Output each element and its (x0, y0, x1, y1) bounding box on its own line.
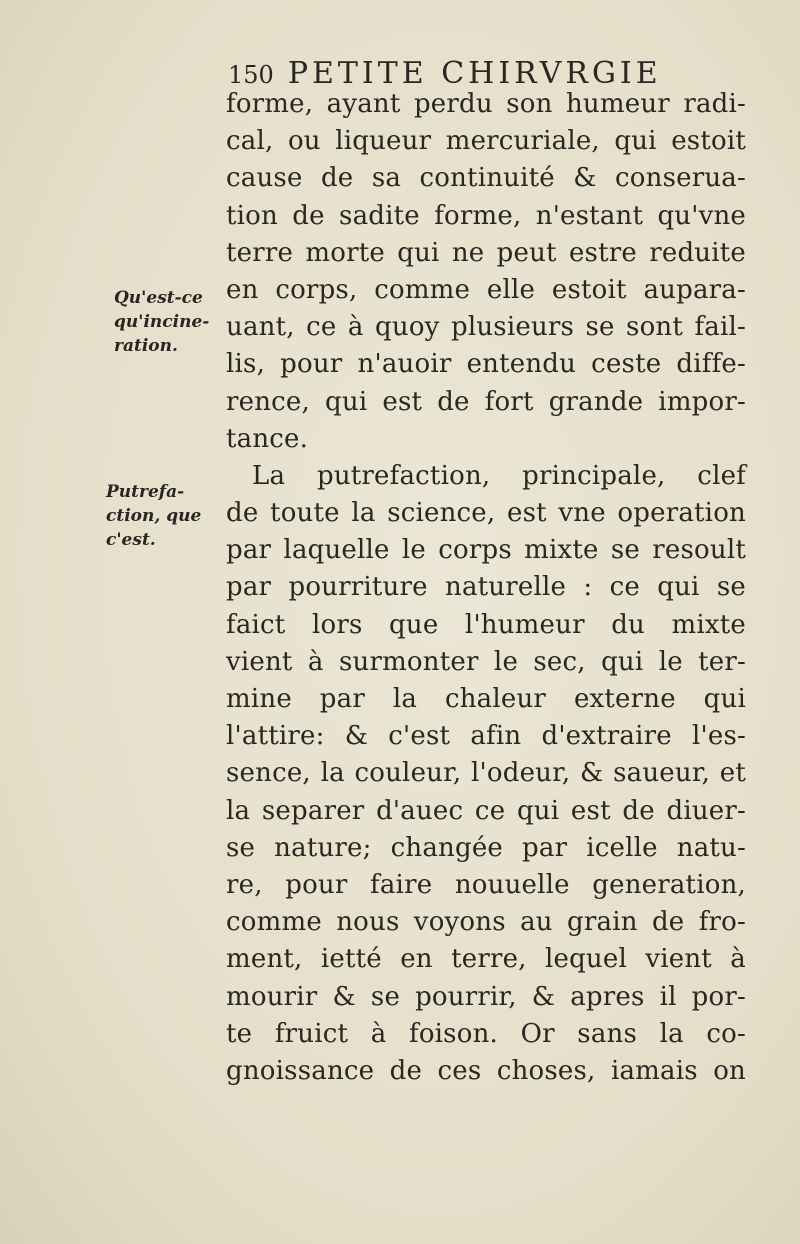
margin-note-line: c'est. (106, 530, 156, 550)
running-title: PETITE CHIRVRGIE (287, 56, 662, 91)
body-text (226, 86, 746, 1090)
text-line: mine par la chaleur externe qui (226, 684, 746, 714)
text-line: te fruict à foison. Or sans la co- (226, 1018, 746, 1049)
paragraph-start-line: La putrefaction, principale, clef (252, 460, 746, 491)
text-line: cause de sa continuité & conserua- (226, 163, 746, 194)
text-line: en corps, comme elle estoit aupara- (226, 274, 746, 305)
text-line: la separer d'auec ce qui est de diuer- (226, 795, 746, 826)
text-line: par pourriture naturelle : ce qui se (226, 572, 746, 603)
text-line: vient à surmonter le sec, qui le ter- (226, 646, 746, 677)
margin-note-incineration (114, 286, 209, 358)
margin-note-putrefaction (106, 480, 201, 552)
text-line: l'attire: & c'est afin d'extraire l'es- (226, 721, 746, 752)
text-line: rence, qui est de fort grande impor- (226, 386, 746, 417)
text-line: faict lors que l'humeur du mixte (226, 609, 746, 640)
margin-note-line: ction, que (106, 506, 202, 526)
text-line: mourir & se pourrir, & apres il por- (226, 981, 746, 1012)
margin-note-line: ration. (114, 336, 178, 356)
text-line: uant, ce à quoy plusieurs se sont fail- (226, 312, 746, 343)
text-line: gnoissance de ces choses, iamais on (226, 1055, 746, 1086)
text-line: sence, la couleur, l'odeur, & saueur, et (226, 758, 746, 789)
page-number: 150 (228, 61, 274, 89)
text-line: de toute la science, est vne operation (226, 498, 746, 529)
text-line: tion de sadite forme, n'estant qu'vne (226, 200, 746, 231)
text-line: re, pour faire nouuelle generation, (226, 869, 746, 900)
text-line: cal, ou liqueur mercuriale, qui estoit (226, 126, 746, 157)
text-line: se nature; changée par icelle natu- (226, 832, 746, 863)
text-line: tance. (226, 423, 309, 454)
margin-note-line: Qu'est-ce (114, 288, 203, 308)
text-line: comme nous voyons au grain de fro- (226, 907, 746, 938)
margin-note-line: qu'incine- (114, 312, 210, 332)
text-line: ment, ietté en terre, lequel vient à (226, 944, 746, 975)
text-line: terre morte qui ne peut estre reduite (226, 237, 746, 268)
margin-note-line: Putrefa- (106, 482, 185, 502)
text-line: par laquelle le corps mixte se resoult (226, 535, 746, 566)
text-line: forme, ayant perdu son humeur radi- (226, 89, 746, 119)
text-line: lis, pour n'auoir entendu ceste diffe- (226, 349, 746, 380)
